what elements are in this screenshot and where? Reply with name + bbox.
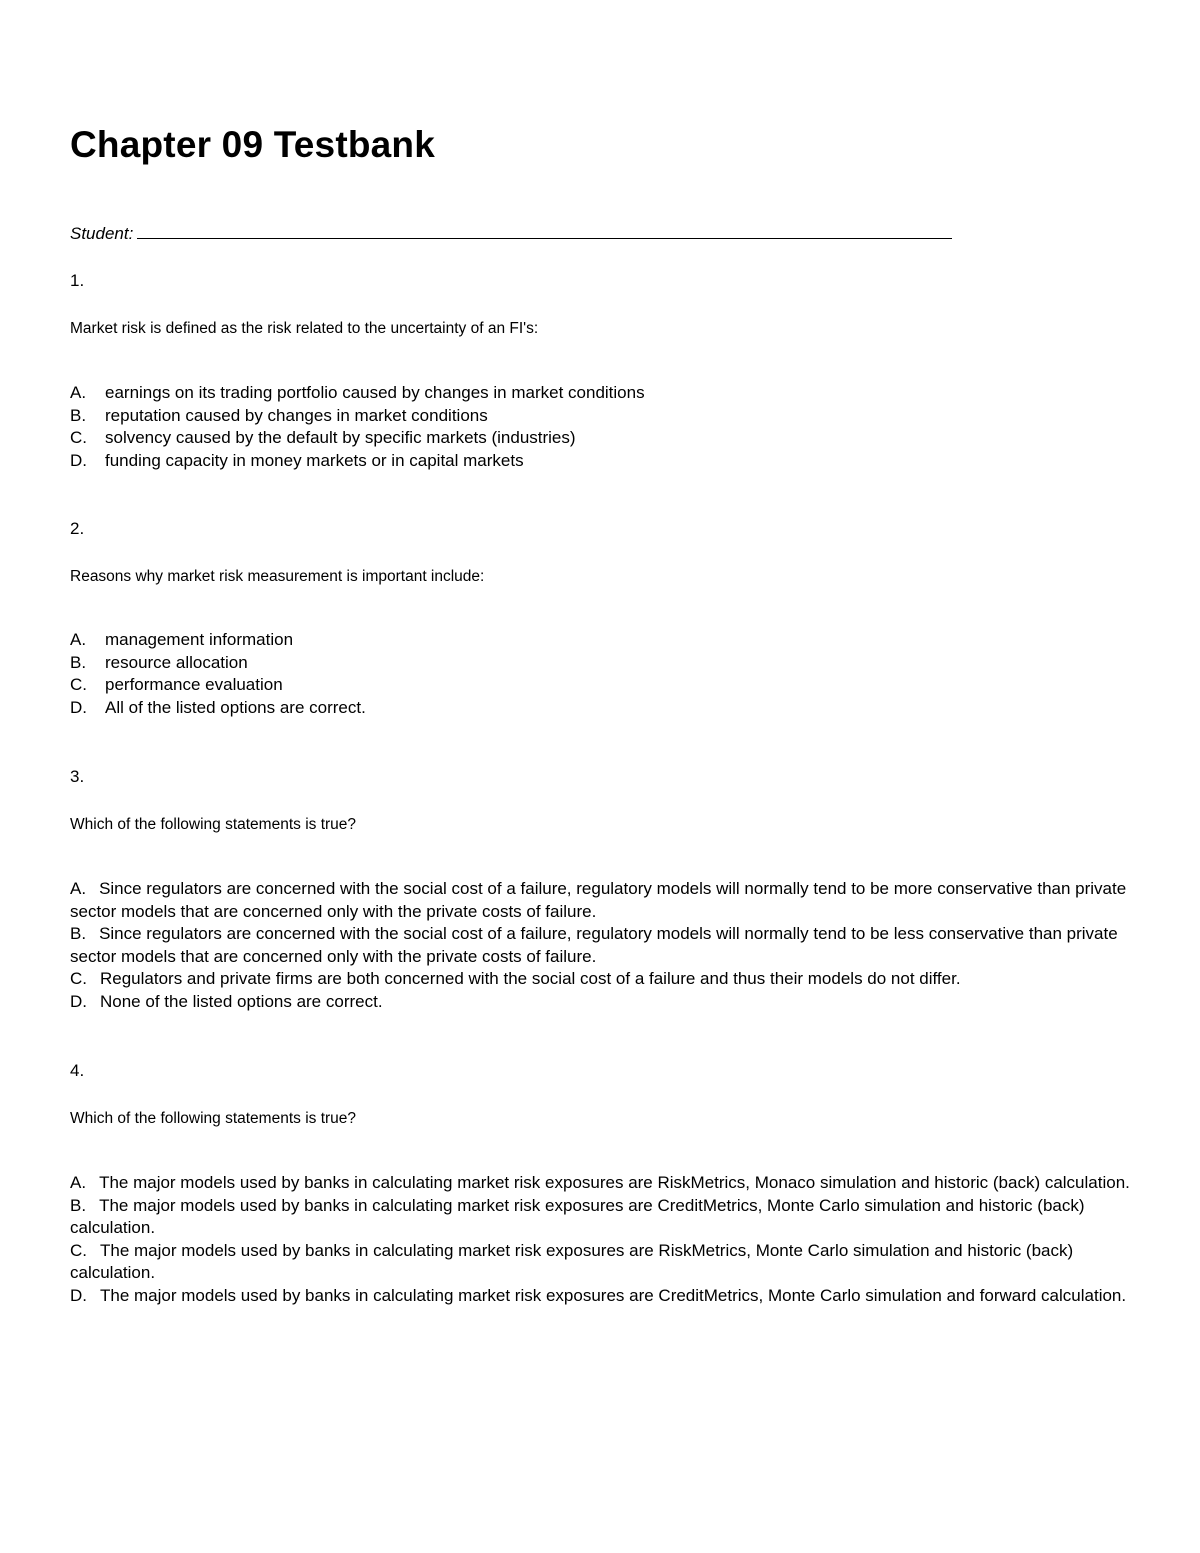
option-letter: A.: [70, 630, 87, 649]
option-text: earnings on its trading portfolio caused by changes in market conditions: [105, 383, 645, 402]
question-4-option-a: [70, 1172, 1130, 1195]
option-text: reputation caused by changes in market conditions: [105, 405, 488, 425]
question-4-options: [70, 1172, 1130, 1308]
question-4-option-c: [70, 1240, 1130, 1285]
option-letter: C.: [70, 1240, 87, 1260]
question-2-option-b: [70, 652, 1130, 675]
option-text: All of the listed options are correct.: [105, 697, 366, 717]
question-2-option-a: [70, 629, 1130, 652]
option-letter: D.: [70, 1285, 87, 1305]
option-letter: A.: [70, 879, 87, 898]
question-1-option-d: [70, 450, 1130, 473]
question-2-option-d: [70, 697, 1130, 720]
page-title: Chapter 09 Testbank: [70, 124, 436, 165]
option-letter: D.: [70, 450, 87, 470]
question-1-stem: Market risk is defined as the risk related to the uncertainty of an FI's:: [70, 320, 539, 337]
option-letter: B.: [70, 924, 87, 944]
question-3-number: 3.: [70, 767, 85, 786]
option-text: Since regulators are concerned with the social cost of a failure, regulatory models will normally tend to be more conservative than private sector models that are concerned only with the private costs of failure.: [70, 879, 1127, 921]
question-2-option-c: [70, 674, 1130, 697]
question-3-option-c: [70, 968, 1130, 991]
option-letter: C.: [70, 969, 87, 989]
option-letter: A.: [70, 1173, 87, 1192]
student-name-line: [70, 222, 952, 244]
option-text: solvency caused by the default by specific markets (industries): [105, 428, 576, 448]
student-name-blank: [137, 222, 952, 239]
option-text: The major models used by banks in calculating market risk exposures are RiskMetrics, Monte Carlo simulation and historic (back) calculation.: [70, 1240, 1074, 1283]
option-letter: C.: [70, 675, 87, 695]
question-4-option-b: [70, 1195, 1130, 1240]
question-1-number: 1.: [70, 271, 85, 290]
question-1-options: [70, 382, 1130, 472]
option-text: performance evaluation: [105, 675, 283, 695]
option-letter: A.: [70, 383, 87, 402]
option-text: Since regulators are concerned with the social cost of a failure, regulatory models will normally tend to be less conservative than private sector models that are concerned only with the private costs of failure.: [70, 924, 1118, 966]
question-1-option-a: [70, 382, 1130, 405]
question-4-stem: Which of the following statements is true?: [70, 1110, 357, 1127]
question-3-option-b: [70, 923, 1130, 968]
option-text: resource allocation: [105, 652, 248, 672]
option-text: management information: [105, 630, 294, 649]
option-text: The major models used by banks in calculating market risk exposures are CreditMetrics, Monte Carlo simulation and historic (back) calculation.: [70, 1195, 1085, 1238]
option-text: The major models used by banks in calculating market risk exposures are RiskMetrics, Monaco simulation and historic (back) calculation.: [99, 1173, 1130, 1192]
option-letter: C.: [70, 428, 87, 448]
option-letter: D.: [70, 697, 87, 717]
question-3-option-a: [70, 878, 1130, 923]
question-1-option-c: [70, 427, 1130, 450]
question-4-number: 4.: [70, 1061, 85, 1080]
question-2-options: [70, 629, 1130, 719]
question-3-option-d: [70, 991, 1130, 1014]
option-letter: B.: [70, 652, 87, 672]
question-3-options: [70, 878, 1130, 1014]
option-letter: B.: [70, 1195, 87, 1215]
question-4-option-d: [70, 1285, 1130, 1308]
option-letter: D.: [70, 991, 87, 1011]
question-2-stem: Reasons why market risk measurement is important include:: [70, 568, 485, 585]
question-3-stem: Which of the following statements is true?: [70, 816, 357, 833]
option-text: None of the listed options are correct.: [100, 991, 383, 1011]
question-2-number: 2.: [70, 519, 85, 538]
option-text: Regulators and private firms are both concerned with the social cost of a failure and thus their models do not differ.: [100, 969, 961, 989]
student-label: Student:: [70, 224, 134, 243]
option-letter: B.: [70, 405, 87, 425]
option-text: The major models used by banks in calculating market risk exposures are CreditMetrics, Monte Carlo simulation and forward calculation.: [100, 1285, 1127, 1305]
option-text: funding capacity in money markets or in capital markets: [105, 450, 524, 470]
question-1-option-b: [70, 405, 1130, 428]
